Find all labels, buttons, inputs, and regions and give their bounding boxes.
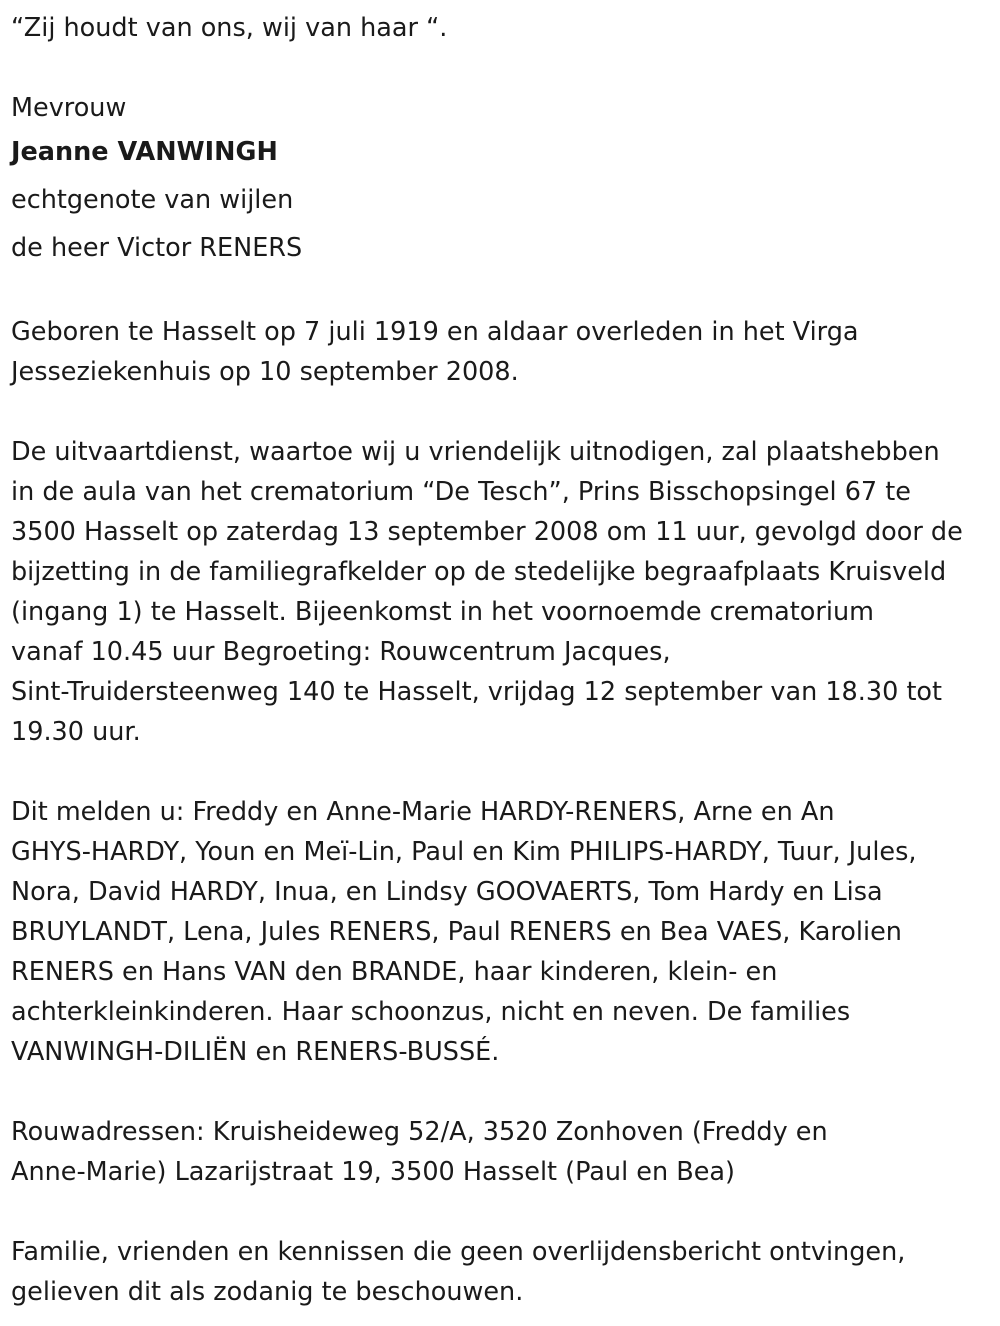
announcers-paragraph [11, 792, 991, 1072]
relation-line-2: de heer Victor RENERS [11, 233, 303, 263]
paragraph-line: Familie, vrienden en kennissen die geen overlijdensbericht ontvingen, [11, 1237, 906, 1267]
paragraph-line: De uitvaartdienst, waartoe wij u vriendelijk uitnodigen, zal plaatshebben [11, 437, 940, 467]
paragraph-line: (ingang 1) te Hasselt. Bijeenkomst in het voornoemde crematorium [11, 597, 874, 627]
spacer [11, 1072, 991, 1112]
birth-death-paragraph [11, 312, 991, 392]
paragraph-line: vanaf 10.45 uur Begroeting: Rouwcentrum Jacques, [11, 637, 671, 667]
relation-line-1: echtgenote van wijlen [11, 185, 294, 215]
funeral-paragraph [11, 432, 991, 752]
paragraph-line: Nora, David HARDY, Inua, en Lindsy GOOVAERTS, Tom Hardy en Lisa [11, 877, 883, 907]
paragraph-line: 19.30 uur. [11, 717, 141, 747]
paragraph-line: in de aula van het crematorium “De Tesch”, Prins Bisschopsingel 67 te [11, 477, 911, 507]
quote: “Zij houdt van ons, wij van haar “. [11, 13, 448, 43]
paragraph-line: Jesseziekenhuis op 10 september 2008. [11, 357, 519, 387]
spacer [11, 272, 991, 312]
paragraph-line: RENERS en Hans VAN den BRANDE, haar kinderen, klein- en [11, 957, 778, 987]
paragraph-line: GHYS-HARDY, Youn en Meï-Lin, Paul en Kim PHILIPS-HARDY, Tuur, Jules, [11, 837, 917, 867]
paragraph-line: Geboren te Hasselt op 7 juli 1919 en aldaar overleden in het Virga [11, 317, 859, 347]
paragraph-line: gelieven dit als zodanig te beschouwen. [11, 1277, 524, 1307]
title-prefix: Mevrouw [11, 93, 127, 123]
paragraph-line: 3500 Hasselt op zaterdag 13 september 2008 om 11 uur, gevolgd door de [11, 517, 963, 547]
spacer [11, 392, 991, 432]
paragraph-line: Dit melden u: Freddy en Anne-Marie HARDY-RENERS, Arne en An [11, 797, 835, 827]
obituary-text [11, 8, 991, 1312]
paragraph-line: Rouwadressen: Kruisheideweg 52/A, 3520 Zonhoven (Freddy en [11, 1117, 828, 1147]
paragraph-line: Sint-Truidersteenweg 140 te Hasselt, vrijdag 12 september van 18.30 tot [11, 677, 943, 707]
spacer [11, 752, 991, 792]
paragraph-line: VANWINGH-DILIËN en RENERS-BUSSÉ. [11, 1037, 500, 1067]
spacer [11, 48, 991, 88]
spacer [11, 1192, 991, 1232]
paragraph-line: Anne-Marie) Lazarijstraat 19, 3500 Hasselt (Paul en Bea) [11, 1157, 735, 1187]
paragraph-line: achterkleinkinderen. Haar schoonzus, nicht en neven. De families [11, 997, 851, 1027]
deceased-name: Jeanne VANWINGH [11, 137, 278, 167]
paragraph-line: bijzetting in de familiegrafkelder op de stedelijke begraafplaats Kruisveld [11, 557, 947, 587]
addresses-paragraph [11, 1112, 991, 1192]
closing-paragraph [11, 1232, 991, 1312]
paragraph-line: BRUYLANDT, Lena, Jules RENERS, Paul RENERS en Bea VAES, Karolien [11, 917, 902, 947]
